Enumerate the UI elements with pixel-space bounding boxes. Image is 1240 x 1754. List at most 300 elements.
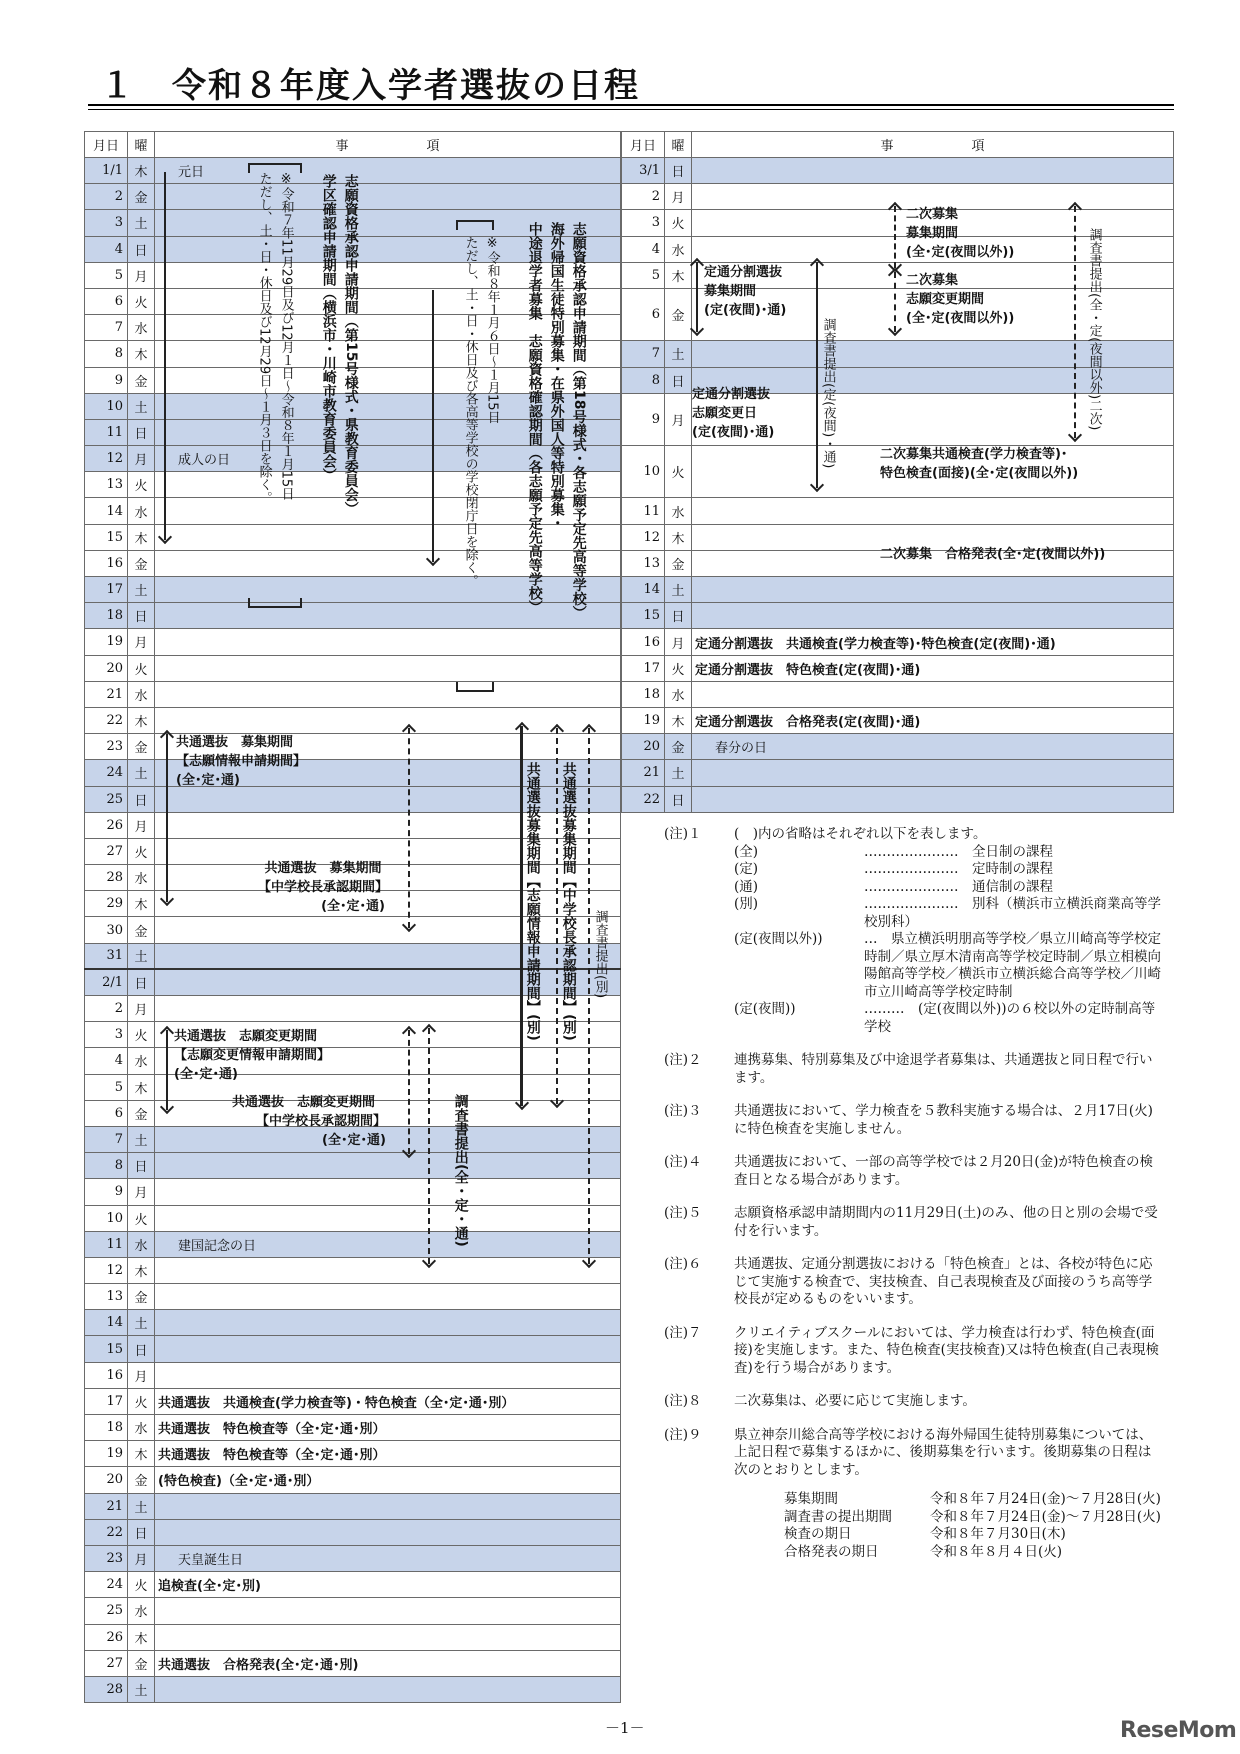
calendar-row [622,760,1174,786]
row-date: 18 [622,681,665,707]
row-date: 21 [85,1493,128,1519]
header-weekday: 曜 [665,132,692,158]
header-content: 事 項 [155,132,621,158]
row-date: 23 [85,734,128,760]
calendar-row [85,1257,621,1283]
note-4: (注)４ 共通選抜において、一部の高等学校では２月20日(金)が特色検査の検査日となる場合があります。 [664,1154,1153,1188]
row-date: 3 [85,210,128,236]
row-event [155,1415,621,1441]
site-logo: ReseMom [1120,1718,1237,1743]
row-event [155,1231,621,1257]
arrow-shigan1 [164,172,166,540]
schedule-item: 募集期間 令和８年７月24日(金)～７月28日(火) [784,1491,1161,1507]
row-date: 4 [622,236,665,262]
row-weekday: 土 [665,341,692,367]
arrow-kyotsu-boshu [166,734,168,902]
event-text: 追検査(全･定･別) [158,1579,261,1595]
row-event [155,812,621,838]
row-date: 10 [622,446,665,498]
row-weekday: 日 [665,367,692,393]
calendar-row [85,1048,621,1074]
row-weekday: 月 [128,629,155,655]
note-7: (注)７ クリエイティブスクールにおいては、学力検査は行わず、特色検査(面接)を実施します。また、特色検査(実技検査)又は特色検査(自己表現検査)を行う場合があります。 [664,1324,1159,1376]
row-weekday: 水 [128,1598,155,1624]
row-date: 26 [85,812,128,838]
arrow-betsu1 [520,726,523,1106]
calendar-row [85,1205,621,1231]
page-number: －1－ [605,1719,645,1737]
row-date: 15 [85,524,128,550]
row-event [155,917,621,943]
arrow-shigan2 [432,290,434,562]
header-weekday: 曜 [128,132,155,158]
vt-shigan1b: 学区確認申請期間（横浜市・川崎市教育委員会） [320,174,337,482]
row-weekday: 土 [128,943,155,969]
calendar-row [85,1493,621,1519]
row-event [155,1624,621,1650]
note-1: (注)１ ( )内の省略はそれぞれ以下を表します。 (全) ………………… 全日制の課程 (定) ………………… 定時制の課程 (通) ………………… 通信制の課程 (別) ………………… 別科（横浜市立横浜商業高等学校別科） (定(夜間以外)) … 県立横浜明朋高等学校／県立川崎高等学校定時制／県立厚木清南高等学校定時制／県立相模向陽館高等学校／横浜市立横浜総合高等学校／川崎市立川崎高等学校定時制 (定(夜間)) ……… (定(夜間以外))の６校以外の定時制高等学校 [664,826,1164,1036]
row-date: 2 [622,184,665,210]
niji-kensa: 二次募集共通検査(学力検査等)･ 特色検査(面接)(全･定(夜間以外)) [880,447,1079,481]
row-date: 30 [85,917,128,943]
vt-chosa-niji: 調査書提出(全・定(夜間以外)二次) [1086,228,1102,431]
note-6: (注)６ 共通選抜、定通分割選抜における「特色検査」とは、各校が特色に応じて実施する検査で、実技検査、自己表現検査及び面接のうち高等学校長が定めるものをいいます。 [664,1256,1153,1307]
row-event [155,158,621,184]
row-date: 19 [85,629,128,655]
vt-chosa-teitsu: 調査書提出(定(夜間)・通) [820,318,836,469]
row-weekday: 日 [128,786,155,812]
calendar-row [622,577,1174,603]
row-date: 7 [85,1126,128,1152]
row-event [155,184,621,210]
row-weekday: 木 [128,341,155,367]
row-weekday: 火 [128,1572,155,1598]
row-date: 2/1 [85,969,128,995]
row-event [155,1310,621,1336]
schedule-item: 検査の期日 令和８年７月30日(木) [784,1526,1066,1542]
row-weekday: 土 [128,1126,155,1152]
calendar-row [85,1179,621,1205]
row-date: 19 [85,1441,128,1467]
row-weekday: 火 [128,1205,155,1231]
row-date: 5 [622,262,665,288]
kyotsu-henko: 共通選抜 志願変更期間 【志願変更情報申請期間】 (全･定･通) [174,1029,331,1082]
calendar-row [622,655,1174,681]
row-date: 8 [85,1153,128,1179]
row-weekday: 金 [128,1100,155,1126]
row-date: 19 [622,707,665,733]
row-weekday: 金 [128,367,155,393]
row-event [692,577,1174,603]
row-event [155,996,621,1022]
row-weekday: 土 [128,1310,155,1336]
row-date: 17 [622,655,665,681]
row-weekday: 月 [665,393,692,445]
row-weekday: 土 [128,210,155,236]
row-date: 8 [622,367,665,393]
row-date: 25 [85,786,128,812]
row-weekday: 土 [128,1676,155,1702]
calendar-row [85,1545,621,1571]
row-date: 16 [622,629,665,655]
row-event [692,655,1174,681]
row-weekday: 土 [665,577,692,603]
row-weekday: 日 [128,969,155,995]
arrow-teitsu-boshu [696,262,698,332]
note-9: (注)９ 県立神奈川総合高等学校における海外帰国生徒特別募集については、上記日程で募集するほかに、後期募集を行います。後期募集の日程は次のとおりとします。 募集期間 令和８年７月24日(金)～７月28日(火) 調査書の提出期間 令和８年７月24日(金)～７月28日(火) 検査の期日 令和８年７月30日(木) 合格発表の期日 令和８年８月４日(火) [664,1427,1164,1562]
vt-betsu2: 共通選抜募集期間【中学校長承認期間】(別) [560,762,577,1041]
row-event [155,943,621,969]
row-event [155,681,621,707]
calendar-row [85,655,621,681]
calendar-row [85,1676,621,1702]
row-date: 24 [85,1572,128,1598]
calendar-row [85,1388,621,1414]
row-weekday: 木 [128,891,155,917]
note-item: (定(夜間)) ……… (定(夜間以外))の６校以外の定時制高等学校 [734,1001,1156,1035]
row-event [155,603,621,629]
row-date: 3/1 [622,158,665,184]
row-event [155,1100,621,1126]
row-weekday: 日 [128,419,155,445]
calendar-row [622,603,1174,629]
bracket-bottom [456,682,494,692]
row-weekday: 水 [665,681,692,707]
calendar-row [85,1519,621,1545]
row-date: 18 [85,603,128,629]
row-date: 3 [622,210,665,236]
row-date: 3 [85,1022,128,1048]
row-date: 27 [85,838,128,864]
row-event [692,760,1174,786]
calendar-row [622,629,1174,655]
event-text: 定通分割選抜 共通検査(学力検査等)･特色検査(定(夜間)･通) [695,636,1056,652]
row-event [155,1493,621,1519]
row-event [692,158,1174,184]
event-text: 共通選抜 特色検査等（全･定･通･別） [158,1448,386,1464]
vt-shigan2: 志願資格承認申請期間（第18号様式・各志願予定先高等学校） [570,222,587,620]
row-date: 29 [85,891,128,917]
row-date: 10 [85,393,128,419]
row-weekday: 火 [128,838,155,864]
row-weekday: 金 [128,917,155,943]
row-weekday: 金 [128,550,155,576]
row-date: 28 [85,1676,128,1702]
row-event [155,1598,621,1624]
niji-henko: 二次募集 志願変更期間 (全･定(夜間以外)) [906,273,1015,326]
row-weekday: 木 [128,158,155,184]
row-event [155,1572,621,1598]
row-weekday: 木 [128,1624,155,1650]
note-item: (定(夜間以外)) … 県立横浜明朋高等学校／県立川崎高等学校定時制／県立厚木清南高等学校定時制／県立相模向陽館高等学校／横浜市立横浜総合高等学校／川崎市立川崎高等学校定時制 [734,931,1161,1000]
row-weekday: 金 [128,1467,155,1493]
row-weekday: 月 [128,1362,155,1388]
arrow-henko-shochou [408,1030,410,1154]
row-date: 11 [85,1231,128,1257]
row-weekday: 木 [665,707,692,733]
calendar-row [85,1650,621,1676]
row-weekday: 木 [665,524,692,550]
row-event [692,707,1174,733]
header-content: 事 項 [692,132,1174,158]
row-weekday: 月 [128,446,155,472]
row-date: 21 [622,760,665,786]
calendar-row [85,1284,621,1310]
row-weekday: 月 [128,1545,155,1571]
row-weekday: 木 [128,1441,155,1467]
row-event [155,1467,621,1493]
row-weekday: 火 [128,1022,155,1048]
row-date: 22 [85,1519,128,1545]
row-weekday: 金 [128,1284,155,1310]
holiday-text: 建国記念の日 [178,1238,257,1254]
row-weekday: 火 [665,210,692,236]
bracket-top [456,220,494,230]
row-event [155,1441,621,1467]
calendar-row [85,629,621,655]
arrow-niji-boshu [894,206,896,268]
row-event [692,786,1174,812]
row-event [155,1362,621,1388]
row-date: 22 [85,707,128,733]
row-weekday: 土 [128,393,155,419]
calendar-row [622,734,1174,760]
header-date: 月日 [85,132,128,158]
row-weekday: 月 [128,996,155,1022]
row-event [155,1205,621,1231]
calendar-row [85,1415,621,1441]
event-text: 共通選抜 共通検査(学力検査等)・特色検査（全･定･通･別） [158,1395,515,1411]
row-date: 17 [85,577,128,603]
calendar-row [622,681,1174,707]
row-date: 9 [85,367,128,393]
row-date: 9 [85,1179,128,1205]
row-weekday: 日 [128,1336,155,1362]
row-date: 12 [85,1257,128,1283]
row-event [155,629,621,655]
page-title: １ 令和８年度入学者選抜の日程 [100,66,640,106]
row-date: 14 [85,1310,128,1336]
schedule-item: 調査書の提出期間 令和８年７月24日(金)～７月28日(火) [784,1508,1161,1525]
event-text: 定通分割選抜 特色検査(定(夜間)･通) [695,662,921,678]
bracket-bottom [248,598,302,608]
calendar-row [85,1598,621,1624]
niji-boshu: 二次募集 募集期間 (全･定(夜間以外)) [906,207,1015,260]
row-date: 6 [85,1100,128,1126]
row-weekday: 月 [665,629,692,655]
row-date: 26 [85,1624,128,1650]
row-weekday: 木 [128,707,155,733]
note-item: (定) ………………… 定時制の課程 [734,861,1053,877]
row-date: 23 [85,1545,128,1571]
row-weekday: 水 [128,865,155,891]
row-date: 18 [85,1415,128,1441]
row-event [155,1388,621,1414]
row-event [155,655,621,681]
row-date: 25 [85,1598,128,1624]
row-event [692,603,1174,629]
note-5: (注)５ 志願資格承認申請期間内の11月29日(土)のみ、他の日と別の会場で受付を行います。 [664,1205,1158,1239]
event-text: 定通分割選抜 合格発表(定(夜間)･通) [695,715,921,731]
row-weekday: 土 [665,760,692,786]
row-weekday: 月 [128,262,155,288]
row-weekday: 土 [128,760,155,786]
event-text: 共通選抜 合格発表(全･定･通･別) [158,1657,359,1673]
note-item: (全) ………………… 全日制の課程 [734,843,1053,860]
row-weekday: 日 [128,603,155,629]
row-event [155,577,621,603]
row-weekday: 土 [128,1493,155,1519]
calendar-row [622,498,1174,524]
row-date: 14 [85,498,128,524]
row-weekday: 日 [665,786,692,812]
row-weekday: 火 [128,1388,155,1414]
calendar-row [85,1310,621,1336]
event-text: 共通選抜 特色検査等（全･定･通･別） [158,1422,386,1438]
holiday-text: 元日 [178,165,205,181]
row-date: 5 [85,262,128,288]
row-weekday: 金 [128,1650,155,1676]
row-date: 4 [85,236,128,262]
row-date: 10 [85,1205,128,1231]
row-weekday: 火 [128,288,155,314]
vt-note1b: ただし、土・日・休日及び12月29日～１月３日を除く。 [256,172,272,505]
row-date: 11 [85,419,128,445]
vt-chosa1: 調査書提出(全・定・通) [452,1094,469,1247]
calendar-row [85,1572,621,1598]
niji-gokaku: 二次募集 合格発表(全･定(夜間以外)) [880,547,1106,562]
row-weekday: 月 [665,184,692,210]
row-weekday: 土 [128,577,155,603]
row-weekday: 木 [128,1257,155,1283]
row-event [155,550,621,576]
row-weekday: 木 [665,262,692,288]
row-weekday: 水 [128,1048,155,1074]
arrow-niji-henko [894,272,896,332]
row-weekday: 月 [128,812,155,838]
calendar-row [622,786,1174,812]
arrow-chosa-teitsu [816,262,818,488]
row-date: 16 [85,550,128,576]
vt-note2: ※令和８年１月６日～１月15日 [484,236,500,424]
calendar-row [85,1231,621,1257]
row-date: 20 [622,734,665,760]
row-event [155,1179,621,1205]
header-date: 月日 [622,132,665,158]
row-date: 2 [85,184,128,210]
note-2: (注)２ 連携募集、特別募集及び中途退学者募集は、共通選抜と同日程で行います。 [664,1052,1153,1086]
row-date: 27 [85,1650,128,1676]
holiday-text: 天皇誕生日 [178,1553,244,1569]
row-weekday: 日 [128,1519,155,1545]
arrow-chosa1 [428,1028,430,1264]
teitsu-boshu: 定通分割選抜 募集期間 (定(夜間)･通) [704,265,787,318]
row-date: 9 [622,393,665,445]
row-event [155,1650,621,1676]
row-weekday: 日 [665,158,692,184]
row-date: 15 [85,1336,128,1362]
row-weekday: 日 [665,603,692,629]
row-event [155,1284,621,1310]
row-event [155,1153,621,1179]
row-weekday: 金 [665,550,692,576]
row-event [155,1519,621,1545]
row-weekday: 月 [128,1179,155,1205]
note-3: (注)３ 共通選抜において、学力検査を５教科実施する場合は、２月17日(火)に特色検査を実施しません。 [664,1103,1153,1137]
row-weekday: 日 [128,236,155,262]
event-text: (特色検査)（全･定･通･別） [158,1474,320,1490]
row-date: 14 [622,577,665,603]
row-weekday: 木 [128,1074,155,1100]
holiday-text: 成人の日 [178,453,231,469]
row-weekday: 水 [665,498,692,524]
row-date: 12 [622,524,665,550]
teitsu-henko: 定通分割選抜 志願変更日 (定(夜間)･通) [692,387,775,440]
row-date: 13 [85,472,128,498]
row-weekday: 金 [128,184,155,210]
row-date: 7 [85,315,128,341]
row-date: 20 [85,655,128,681]
row-event [155,1545,621,1571]
note-item: (通) ………………… 通信制の課程 [734,878,1053,895]
row-date: 6 [85,288,128,314]
holiday-text: 春分の日 [715,741,768,757]
calendar-row [85,1467,621,1493]
row-weekday: 水 [128,1231,155,1257]
vt-chosa2: 調査書提出(別) [592,910,608,999]
row-date: 21 [85,681,128,707]
row-date: 13 [85,1284,128,1310]
calendar-row [85,707,621,733]
row-event [692,629,1174,655]
note-item: (別) ………………… 別科（横浜市立横浜商業高等学校別科） [734,896,1161,930]
row-date: 1/1 [85,158,128,184]
arrow-chosa-niji [1074,206,1076,438]
row-weekday: 水 [128,681,155,707]
row-event [155,1676,621,1702]
row-event [692,734,1174,760]
row-weekday: 金 [665,288,692,340]
calendar-row [85,1153,621,1179]
row-date: 6 [622,288,665,340]
row-event [155,1336,621,1362]
row-weekday: 火 [665,655,692,681]
row-date: 28 [85,865,128,891]
vt-note2b: ただし、土・日・休日及び各高等学校の学校閉庁日を除く。 [462,236,478,587]
row-date: 17 [85,1388,128,1414]
row-weekday: 水 [128,1415,155,1441]
row-weekday: 火 [128,472,155,498]
row-weekday: 日 [128,1153,155,1179]
row-date: 31 [85,943,128,969]
row-date: 2 [85,996,128,1022]
row-weekday: 火 [128,655,155,681]
row-date: 12 [85,446,128,472]
kyotsu-boshu: 共通選抜 募集期間 【志願情報申請期間】 (全･定･通) [176,735,307,788]
row-date: 4 [85,1048,128,1074]
row-weekday: 金 [128,734,155,760]
arrow-betsu2 [556,728,558,1104]
row-date: 7 [622,341,665,367]
row-date: 8 [85,341,128,367]
row-date: 11 [622,498,665,524]
note-8: (注)８ 二次募集は、必要に応じて実施します。 [664,1393,976,1409]
arrow-henko [166,1030,168,1110]
calendar-row [622,707,1174,733]
row-weekday: 水 [128,315,155,341]
vt-betsu1: 共通選抜募集期間【志願情報申請期間】(別) [524,762,541,1041]
row-event [155,1257,621,1283]
